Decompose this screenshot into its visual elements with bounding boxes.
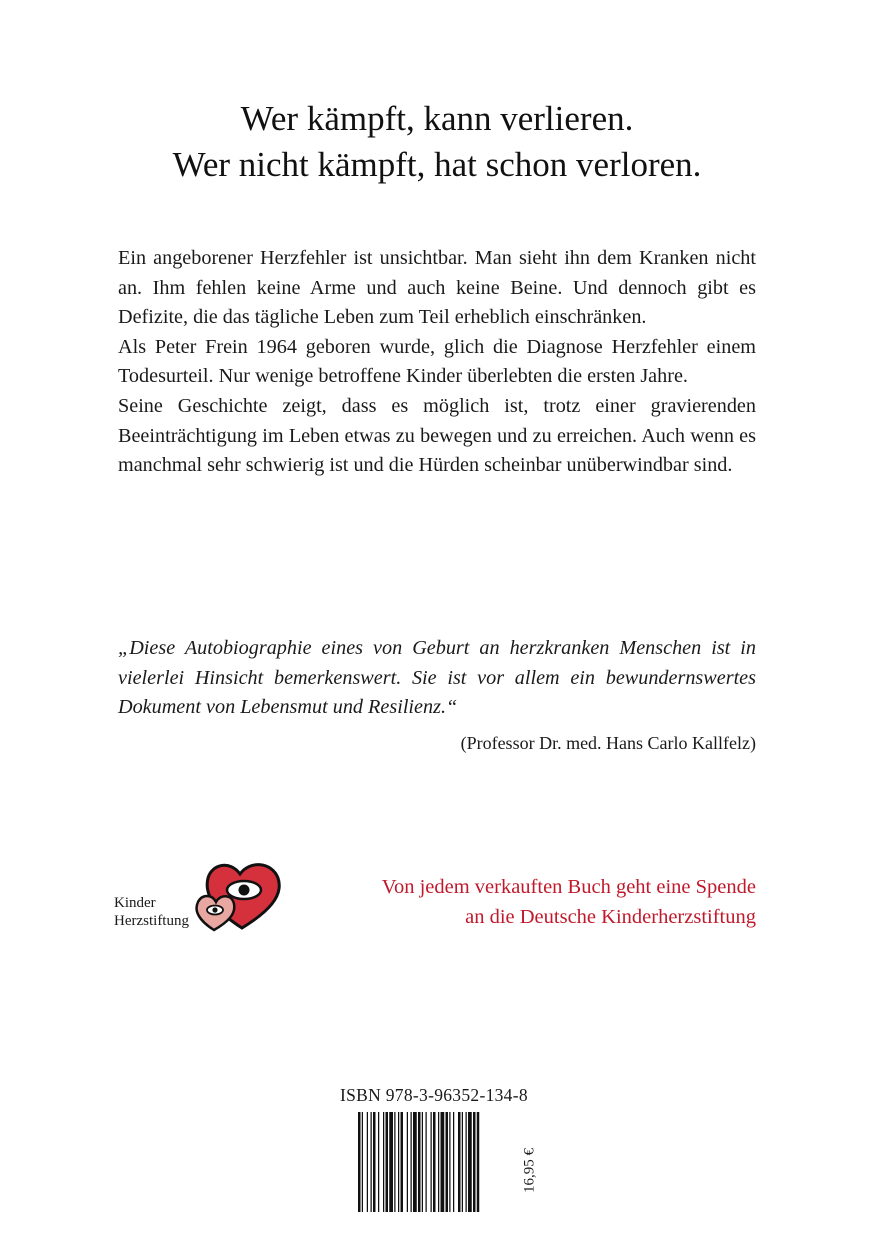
review-quote: „Diese Autobiographie eines von Geburt an herzkranken Menschen ist in vielerlei Hinsicht bemerkenswert. Sie ist vor allem ein bewundernswertes Dokument von Lebensmut und Resilienz.“ [118, 637, 756, 719]
barcode-bar [426, 1112, 427, 1212]
barcode-bar [367, 1112, 368, 1212]
barcode-bar [422, 1112, 423, 1212]
motto [0, 96, 874, 188]
donation-line-1: Von jedem verkauften Buch geht eine Spende [381, 876, 756, 898]
blurb [118, 244, 756, 481]
barcode-bar [407, 1112, 408, 1212]
blurb-paragraph-1: Ein angeborener Herzfehler ist unsichtbar. Man sieht ihn dem Kranken nicht an. Ihm fehlen keine Arme und auch keine Beine. Und dennoch gibt es Defizite, die das tägliche Leben zum Teil erheblich einschränken. [118, 247, 756, 329]
price: 16,95 € [521, 1148, 538, 1193]
logo-text [114, 894, 189, 930]
barcode-bar [468, 1112, 472, 1212]
kinderherzstiftung-logo [114, 858, 284, 938]
barcode-bar [418, 1112, 421, 1212]
barcode-bar [453, 1112, 454, 1212]
heart-eye-icon [194, 858, 286, 936]
isbn: ISBN 978-3-96352-134-8 [340, 1085, 528, 1105]
barcode-bar [433, 1112, 436, 1212]
logo-text-line-2: Herzstiftung [114, 913, 189, 929]
motto-line-1: Wer kämpft, kann verlieren. [240, 99, 634, 138]
logo-text-line-1: Kinder [114, 895, 156, 911]
blurb-paragraph-2: Als Peter Frein 1964 geboren wurde, glich die Diagnose Herzfehler einem Todesurteil. Nur wenige betroffene Kinder überlebten die ersten Jahre. [118, 335, 756, 388]
barcode-bar [431, 1112, 432, 1212]
barcode-bar [383, 1112, 384, 1212]
barcode [358, 1112, 512, 1212]
barcode-bar [371, 1112, 372, 1212]
donation-note [382, 872, 756, 932]
barcode-bar [401, 1112, 404, 1212]
barcode-bar [411, 1112, 412, 1212]
barcode-bar [449, 1112, 450, 1212]
barcode-bar [398, 1112, 399, 1212]
donation-line-2: an die Deutsche Kinderherzstiftung [465, 906, 756, 928]
motto-line-2: Wer nicht kämpft, hat schon verloren. [172, 145, 702, 184]
barcode-bar [358, 1112, 361, 1212]
barcode-bar [386, 1112, 389, 1212]
barcode-bar [458, 1112, 461, 1212]
barcode-bar [378, 1112, 379, 1212]
barcode-bar [413, 1112, 417, 1212]
barcode-bar [438, 1112, 439, 1212]
barcode-bar [477, 1112, 480, 1212]
quote-author: (Professor Dr. med. Hans Carlo Kallfelz) [460, 733, 756, 753]
barcode-bar [373, 1112, 376, 1212]
barcode-bar [441, 1112, 445, 1212]
barcode-bar [466, 1112, 467, 1212]
barcode-bar [446, 1112, 449, 1212]
barcode-bar [394, 1112, 395, 1212]
blurb-paragraph-3: Seine Geschichte zeigt, dass es möglich ist, trotz einer gravierenden Beeinträchtigung im Leben etwas zu bewegen und zu erreichen. Auch wenn es manchmal sehr schwierig ist und die Hürden scheinbar unüberwindbar sind. [118, 394, 756, 477]
barcode-bar [473, 1112, 476, 1212]
barcode-bar [362, 1112, 363, 1212]
barcode-bar [389, 1112, 393, 1212]
barcode-bar [462, 1112, 463, 1212]
